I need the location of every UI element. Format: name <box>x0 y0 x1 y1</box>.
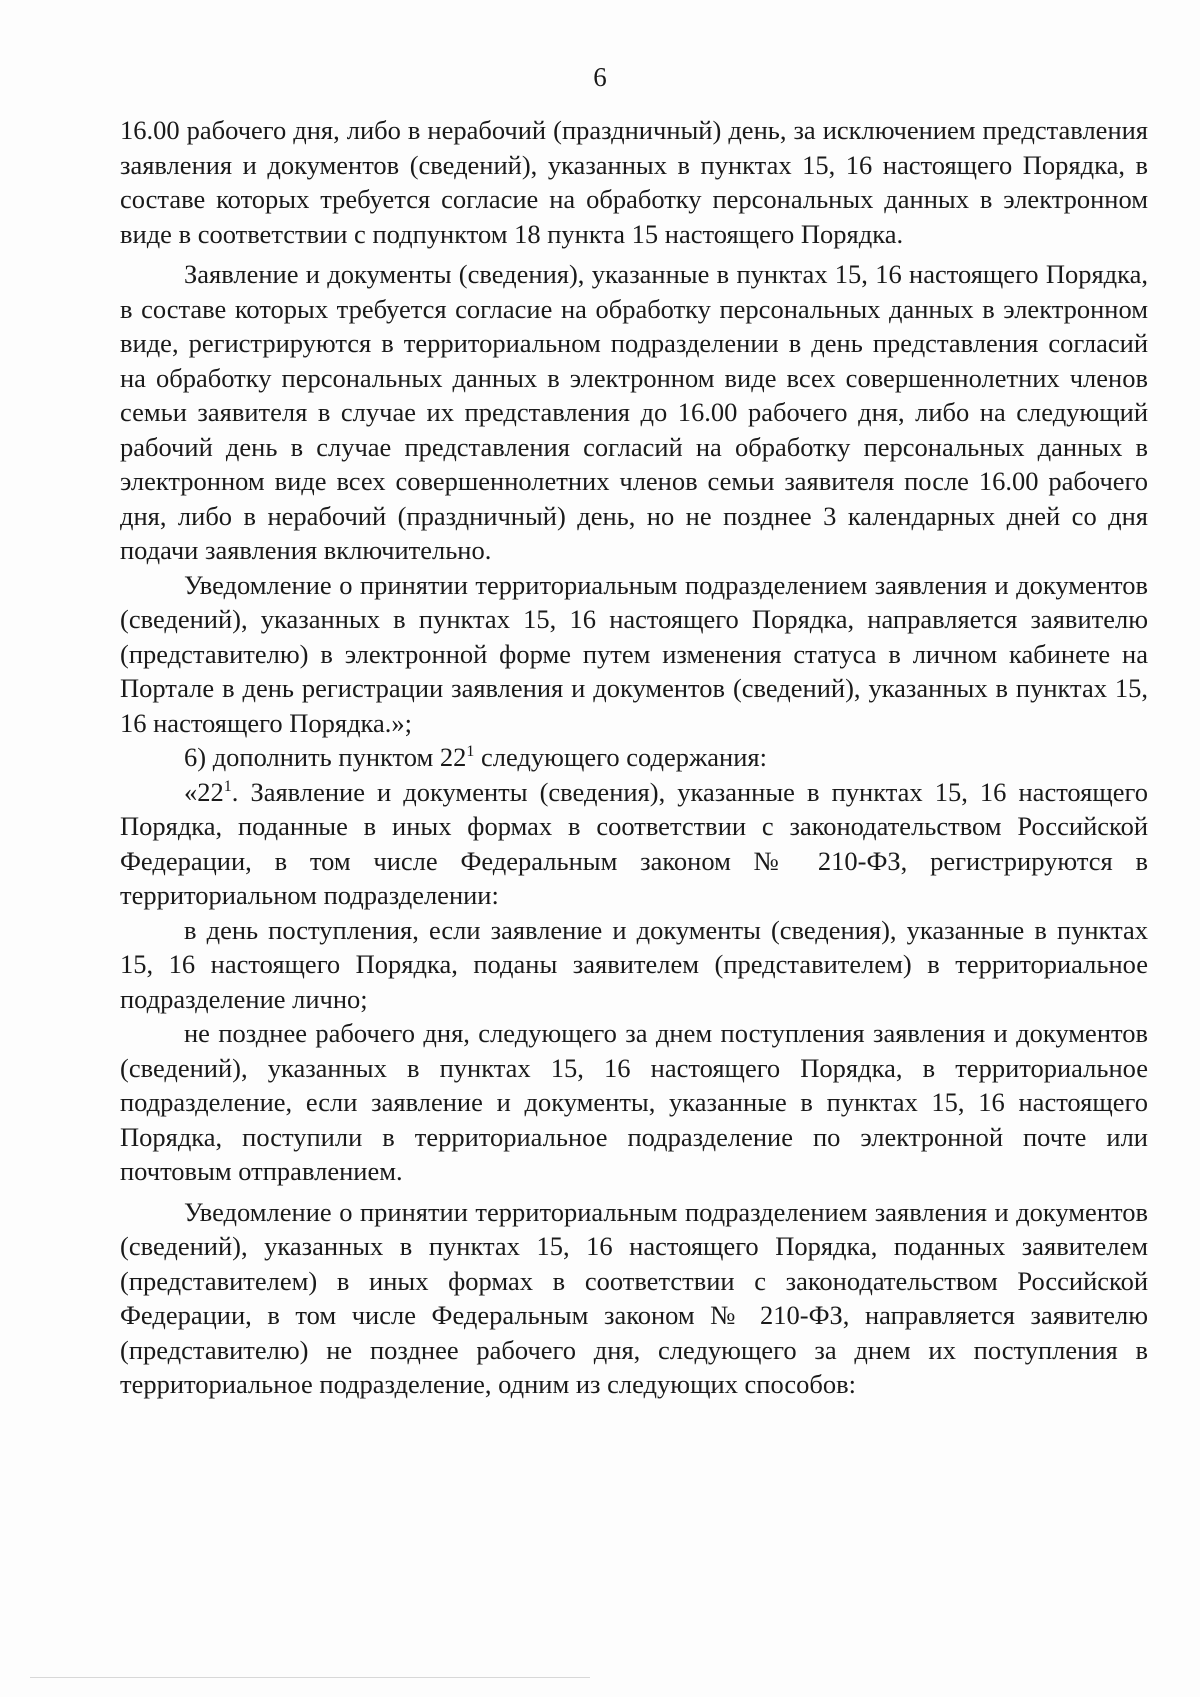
amendment-6-superscript: 1 <box>466 743 475 761</box>
paragraph-continuation: 16.00 рабочего дня, либо в нерабочий (праздничный) день, за исключением представления заявления и документов (сведений), указанных в пунктах 15, 16 настоящего Порядка, в составе которых требуется согласие на обработку персональных данных в электронном виде в соответствии с подпунктом 18 пункта 15 настоящего Порядка. <box>120 115 1148 249</box>
amendment-6-text-before: 6) дополнить пунктом 22 <box>184 742 467 772</box>
paragraph-amendment-6 <box>120 740 1148 775</box>
paragraph-in-person: в день поступления, если заявление и документы (сведения), указанные в пунктах 15, 16 настоящего Порядка, поданы заявителем (представителем) в территориальное подразделение лично; <box>120 914 1148 1014</box>
scan-artifact-line <box>30 1677 590 1678</box>
clause-22-1-superscript: 1 <box>223 777 232 795</box>
page-number: 6 <box>593 62 607 92</box>
clause-22-1-text-after: . Заявление и документы (сведения), указанные в пунктах 15, 16 настоящего Порядка, поданные в иных формах в соответствии с законодательством Российской Федерации, в том числе Федеральным законом № 210-ФЗ, регистрируются в территориальном подразделении: <box>120 776 1148 910</box>
paragraph-by-mail: не позднее рабочего дня, следующего за днем поступления заявления и документов (сведений), указанных в пунктах 15, 16 настоящего Порядка, в территориальное подразделение, если заявление и документы, указанные в пунктах 15, 16 настоящего Порядка, поступили в территориальное подразделение по электронной почте или почтовым отправлением. <box>120 1018 1148 1186</box>
amendment-6-text-after: следующего содержания: <box>474 742 767 772</box>
paragraph-notification-electronic: Уведомление о принятии территориальным подразделением заявления и документов (сведений), указанных в пунктах 15, 16 настоящего Порядка, направляется заявителю (представителю) в электронной форме путем изменения статуса в личном кабинете на Портале в день регистрации заявления и документов (сведений), указанных в пунктах 15, 16 настоящего Порядка.»; <box>120 569 1148 738</box>
paragraph-registration-consent: Заявление и документы (сведения), указанные в пунктах 15, 16 настоящего Порядка, в составе которых требуется согласие на обработку персональных данных в электронном виде, регистрируются в территориальном подразделении в день представления согласий на обработку персональных данных в электронном виде всех совершеннолетних членов семьи заявителя в случае их представления до 16.00 рабочего дня, либо на следующий рабочий день в случае представления согласий на обработку персональных данных в электронном виде всех совершеннолетних членов семьи заявителя после 16.00 рабочего дня, либо в нерабочий (праздничный) день, но не позднее 3 календарных дней со дня подачи заявления включительно. <box>120 259 1148 565</box>
clause-22-1-text-before: «22 <box>184 776 224 807</box>
paragraph-clause-22-1 <box>120 775 1148 913</box>
paragraph-notification-other-forms: Уведомление о принятии территориальным подразделением заявления и документов (сведений), указанных в пунктах 15, 16 настоящего Порядка, поданных заявителем (представителем) в иных формах в соответствии с законодательством Российской Федерации, в том числе Федеральным законом № 210-ФЗ, направляется заявителю (представителю) не позднее рабочего дня, следующего за днем их поступления в территориальное подразделение, одним из следующих способов: <box>120 1196 1148 1399</box>
document-body <box>120 113 1148 1402</box>
